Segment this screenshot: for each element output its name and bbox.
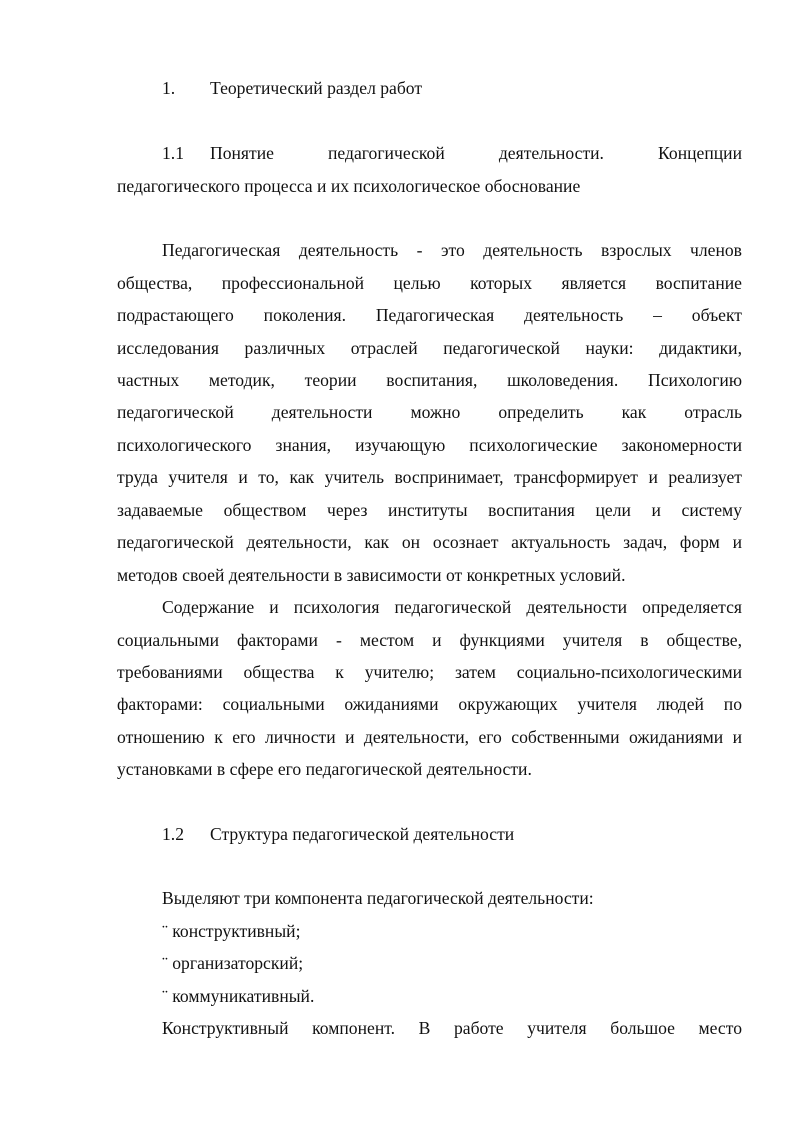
paragraph-line: факторами: социальными ожиданиями окружающих учителя людей по	[117, 694, 742, 714]
section-title: Теоретический раздел работ	[210, 78, 423, 98]
paragraph-line: Педагогическая деятельность - это деятельность взрослых членов	[162, 240, 742, 260]
section-title-line: педагогического процесса и их психологическое обоснование	[117, 176, 581, 196]
paragraph-line: исследования различных отраслей педагогической науки: дидактики,	[117, 338, 742, 358]
list-item: ¨ коммуникативный.	[162, 986, 315, 1006]
section-title: Структура педагогической деятельности	[210, 824, 515, 844]
paragraph-line: отношению к его личности и деятельности, его собственными ожиданиями и	[117, 727, 742, 747]
paragraph-line: подрастающего поколения. Педагогическая деятельность – объект	[117, 305, 742, 325]
paragraph-line: частных методик, теории воспитания, школоведения. Психологию	[117, 370, 742, 390]
section-number: 1.2	[162, 824, 184, 844]
paragraph-line: методов своей деятельности в зависимости от конкретных условий.	[117, 565, 626, 585]
paragraph-line: труда учителя и то, как учитель воспринимает, трансформирует и реализует	[117, 467, 742, 487]
paragraph-line: педагогической деятельности, как он осознает актуальность задач, форм и	[117, 532, 742, 552]
list-intro: Выделяют три компонента педагогической деятельности:	[162, 888, 594, 908]
paragraph-line: социальными факторами - местом и функциями учителя в обществе,	[117, 630, 742, 650]
list-item: ¨ конструктивный;	[162, 921, 301, 941]
paragraph-line: психологического знания, изучающую психологические закономерности	[117, 435, 742, 455]
paragraph-line: задаваемые обществом через институты воспитания цели и систему	[117, 500, 742, 520]
paragraph-line: установками в сфере его педагогической деятельности.	[117, 759, 532, 779]
paragraph-line: педагогической деятельности можно определить как отрасль	[117, 402, 742, 422]
section-number: 1.	[162, 78, 176, 98]
paragraph-line: Содержание и психология педагогической деятельности определяется	[162, 597, 742, 617]
section-title-line: Понятие педагогической деятельности. Концепции	[210, 143, 742, 163]
paragraph-line: общества, профессиональной целью которых является воспитание	[117, 273, 742, 293]
list-item: ¨ организаторский;	[162, 953, 304, 973]
paragraph-line: Конструктивный компонент. В работе учителя большое место	[162, 1018, 742, 1038]
section-number: 1.1	[162, 143, 184, 163]
paragraph-line: требованиями общества к учителю; затем социально-психологическими	[117, 662, 742, 682]
